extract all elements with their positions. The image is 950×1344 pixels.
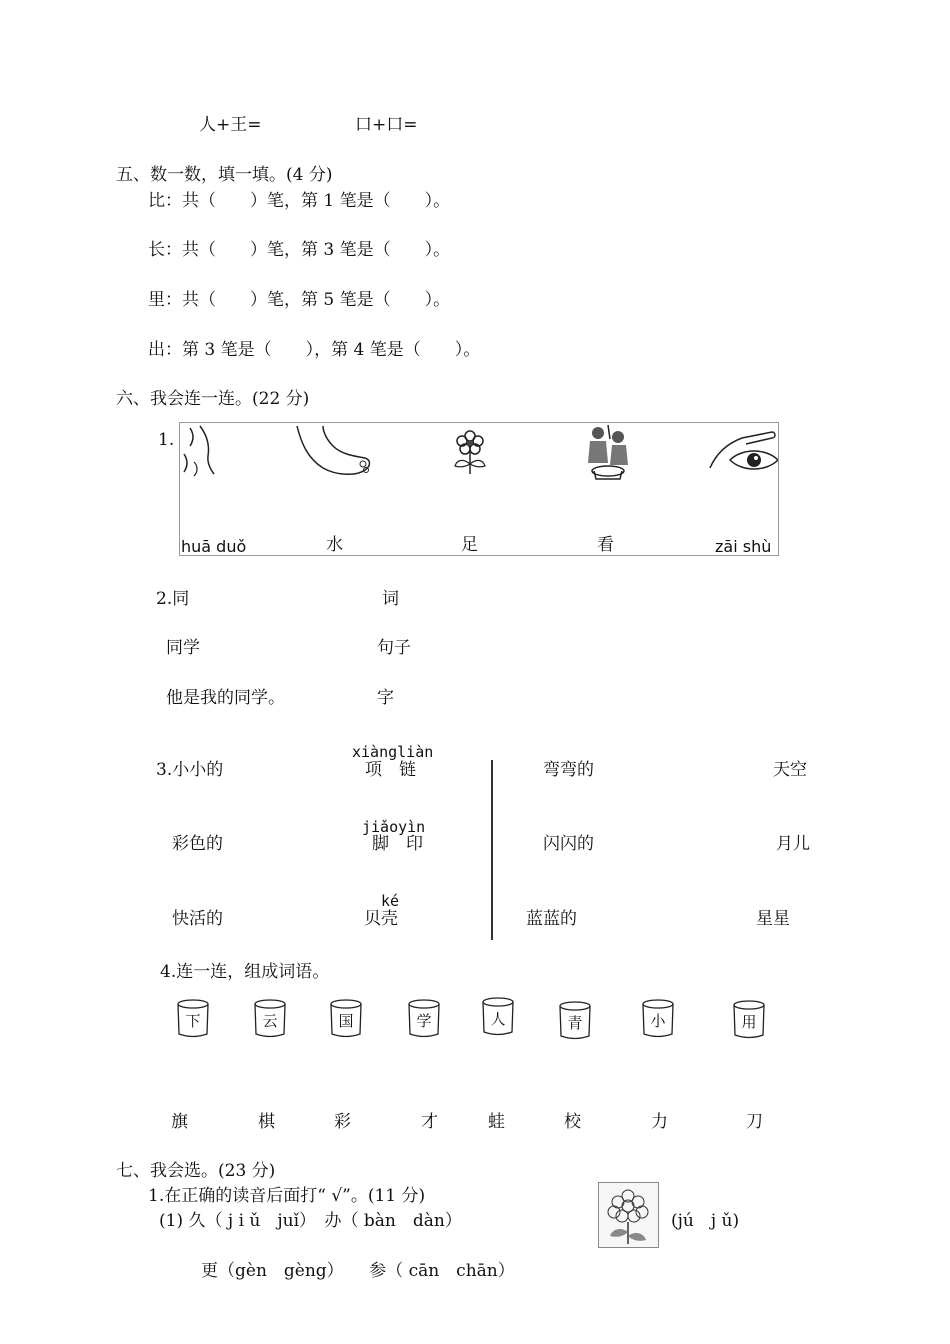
q2-left-3: 他是我的同学。 [166,688,285,708]
q4-word-3: 彩 [334,1112,351,1132]
q3-pinyin-3: ké [381,892,400,910]
section7-line-1: (1) 久（ j i ǔ juǐ） 办（ bàn dàn） [159,1211,462,1231]
q4-word-8: 刀 [746,1112,763,1132]
q3-col3-1: 弯弯的 [543,760,594,780]
q4-word-1: 旗 [171,1112,188,1132]
q4-title: 4.连一连，组成词语。 [160,962,330,982]
section5-line-4: 出：第 3 笔是（ ），第 4 笔是（ ）。 [148,340,481,360]
q3-col1-1: 3.小小的 [156,760,224,780]
section7-title: 七、我会选。(23 分) [116,1161,276,1181]
water-drops-icon [180,424,220,480]
q4-word-5: 蛙 [488,1112,505,1132]
q3-col2-2: 脚 印 [372,834,423,854]
cup-char: 云 [262,1012,278,1030]
q2-right-3: 字 [377,688,394,708]
chrysanthemum-options: (jú j ǔ) [671,1211,740,1231]
q3-col4-1: 天空 [773,760,807,780]
cup-char: 学 [416,1012,432,1030]
cup-char: 人 [490,1010,506,1028]
equation-kou-kou: 口+口= [355,115,418,135]
q4-word-7: 力 [651,1112,668,1132]
q3-col2-3: 贝壳 [364,909,398,929]
section5-line-3: 里：共（ ）笔，第 5 笔是（ ）。 [148,290,451,310]
section5-line-2: 长：共（ ）笔，第 3 笔是（ ）。 [148,240,451,260]
equation-ren-wang: 人+王= [199,115,262,135]
cup-char: 国 [338,1012,354,1030]
section6-title: 六、我会连一连。(22 分) [116,389,310,409]
q2-right-2: 句子 [377,638,411,658]
cup-char: 青 [567,1014,583,1032]
children-washing-icon [580,423,636,481]
q4-word-4: 才 [421,1112,438,1132]
cup-card [407,999,441,1039]
section7-line-2: 更（gèn gèng） 参（ cān chān） [201,1261,515,1281]
q3-col4-3: 星星 [756,909,790,929]
q3-pinyin-1: xiàngliàn [352,743,434,761]
cup-card [176,999,210,1039]
section5-title: 五、数一数，填一填。(4 分) [116,165,333,185]
q2-left-2: 同学 [166,638,200,658]
picture-label-4: 看 [597,535,614,555]
q3-col2-1: 项 链 [365,760,416,780]
picture-label-1: huā duǒ [181,537,247,556]
cup-card [732,1000,766,1040]
q3-col3-3: 蓝蓝的 [526,909,577,929]
foot-icon [293,424,373,478]
picture-label-2: 水 [326,535,343,555]
chrysanthemum-icon [598,1182,659,1248]
cup-card [253,999,287,1039]
q3-col3-2: 闪闪的 [543,834,594,854]
cup-card [641,999,675,1039]
q3-col4-2: 月儿 [776,834,810,854]
q3-pinyin-2: jiǎoyìn [362,818,426,836]
q4-word-6: 校 [564,1112,581,1132]
flower-icon [449,424,491,476]
q1-number: 1. [158,430,175,450]
q3-col1-2: 彩色的 [172,834,223,854]
cup-char: 用 [741,1013,757,1031]
q3-divider [491,760,493,940]
q2-right-1: 词 [382,589,399,609]
cup-card [481,997,515,1037]
cup-char: 下 [185,1012,201,1030]
eye-looking-icon [706,424,778,474]
cup-card [329,999,363,1039]
section7-q1-title: 1.在正确的读音后面打“ √”。(11 分) [148,1186,426,1206]
q4-word-2: 棋 [258,1112,275,1132]
q3-col1-3: 快活的 [172,909,223,929]
cup-card [558,1001,592,1041]
picture-label-3: 足 [461,535,478,555]
cup-char: 小 [650,1012,666,1030]
section5-line-1: 比：共（ ）笔，第 1 笔是（ ）。 [148,191,451,211]
picture-label-5: zāi shù [715,537,772,556]
q2-left-1: 2.同 [156,589,190,609]
